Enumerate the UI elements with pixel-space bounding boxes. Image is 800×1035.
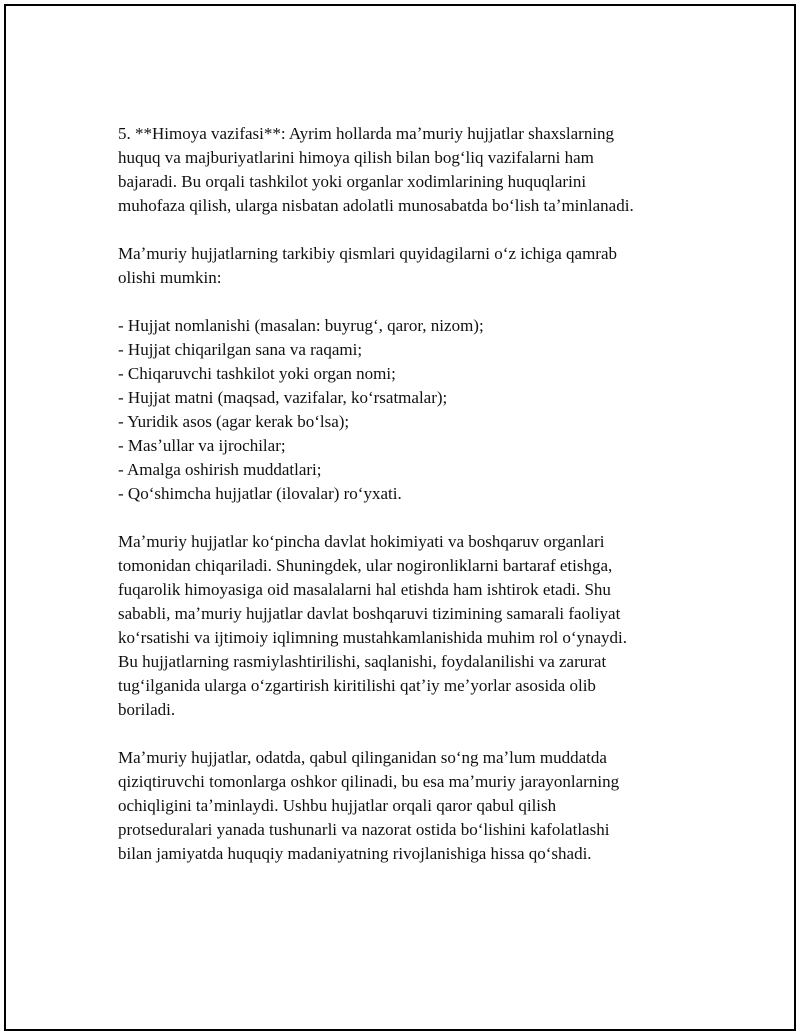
text-line: Maʼmuriy hujjatlar, odatda, qabul qilinganidan soʻng maʼlum muddatda [118, 748, 607, 767]
paragraph-components-intro [118, 242, 718, 290]
list-item: - Hujjat chiqarilgan sana va raqami; [118, 340, 363, 359]
list-item: - Hujjat nomlanishi (masalan: buyrugʻ, qaror, nizom); [118, 316, 484, 335]
text-line: qiziqtiruvchi tomonlarga oshkor qilinadi, bu esa maʼmuriy jarayonlarning [118, 772, 620, 791]
text-line: fuqarolik himoyasiga oid masalalarni hal etishda ham ishtirok etadi. Shu [118, 580, 611, 599]
text-line: sababli, maʼmuriy hujjatlar davlat boshqaruvi tizimining samarali faoliyat [118, 604, 621, 623]
paragraph-publication [118, 746, 718, 866]
text-line: huquq va majburiyatlarini himoya qilish bilan bogʻliq vazifalarni ham [118, 148, 594, 167]
text-line: Bu hujjatlarning rasmiylashtirilishi, saqlanishi, foydalanilishi va zarurat [118, 652, 607, 671]
paragraph-issuers [118, 530, 718, 722]
text-line: tugʻilganida ularga oʻzgartirish kiritilishi qatʼiy meʼyorlar asosida olib [118, 676, 596, 695]
list-item: - Chiqaruvchi tashkilot yoki organ nomi; [118, 364, 396, 383]
text-line: tomonidan chiqariladi. Shuningdek, ular nogironliklarni bartaraf etishga, [118, 556, 613, 575]
list-item: - Amalga oshirish muddatlari; [118, 460, 322, 479]
text-line: 5. **Himoya vazifasi**: Ayrim hollarda maʼmuriy hujjatlar shaxslarning [118, 124, 615, 143]
page-frame [4, 4, 796, 1031]
document-body [118, 122, 718, 890]
list-item: - Yuridik asos (agar kerak boʻlsa); [118, 412, 350, 431]
text-line: boriladi. [118, 700, 176, 719]
text-line: protseduralari yanada tushunarli va nazorat ostida boʻlishini kafolatlashi [118, 820, 610, 839]
text-line: muhofaza qilish, ularga nisbatan adolatli munosabatda boʻlish taʼminlanadi. [118, 196, 634, 215]
text-line: bilan jamiyatda huquqiy madaniyatning rivojlanishiga hissa qoʻshadi. [118, 844, 592, 863]
list-item: - Masʼullar va ijrochilar; [118, 436, 286, 455]
components-list [118, 314, 718, 506]
paragraph-protection-function [118, 122, 718, 218]
list-item: - Hujjat matni (maqsad, vazifalar, koʻrsatmalar); [118, 388, 448, 407]
text-line: bajaradi. Bu orqali tashkilot yoki organlar xodimlarining huquqlarini [118, 172, 587, 191]
text-line: koʻrsatishi va ijtimoiy iqlimning mustahkamlanishida muhim rol oʻynaydi. [118, 628, 628, 647]
list-item: - Qoʻshimcha hujjatlar (ilovalar) roʻyxati. [118, 484, 402, 503]
text-line: Maʼmuriy hujjatlarning tarkibiy qismlari quyidagilarni oʻz ichiga qamrab [118, 244, 618, 263]
text-line: ochiqligini taʼminlaydi. Ushbu hujjatlar orqali qaror qabul qilish [118, 796, 557, 815]
text-line: olishi mumkin: [118, 268, 222, 287]
text-line: Maʼmuriy hujjatlar koʻpincha davlat hokimiyati va boshqaruv organlari [118, 532, 605, 551]
